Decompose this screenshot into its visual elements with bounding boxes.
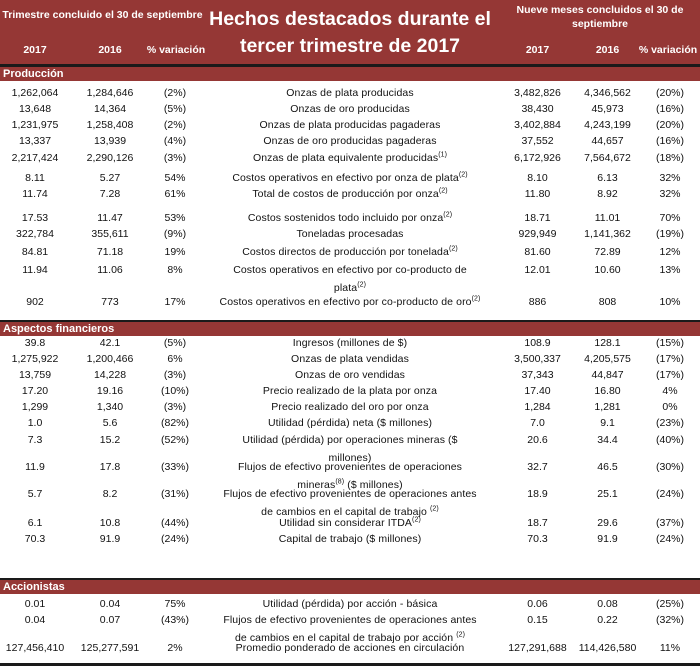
cell-quarter-change: (3%) <box>163 401 187 413</box>
footnote-ref: (2) <box>357 281 367 289</box>
cell-nine-months-change: 0% <box>662 401 678 413</box>
cell-metric-label <box>200 295 500 310</box>
cell-metric-label <box>200 400 500 415</box>
footnote-ref: (2) <box>412 516 421 524</box>
cell-quarter-change: (3%) <box>163 152 187 164</box>
cell-nine-months-change: (16%) <box>655 103 684 115</box>
cell-nine-months-2016: 7,564,672 <box>584 152 631 164</box>
cell-quarter-2016: 13,939 <box>93 135 127 147</box>
cell-quarter-2016: 15.2 <box>99 434 121 446</box>
footnote-ref: (2) <box>438 187 448 195</box>
cell-quarter-2016: 5.6 <box>102 417 118 429</box>
col-header-q-change: % variación <box>146 44 206 56</box>
cell-quarter-2016: 0.07 <box>99 614 121 626</box>
cell-nine-months-2016: 9.1 <box>600 417 615 429</box>
metric-label-text-continued: mineras <box>297 479 336 491</box>
cell-nine-months-change: 4% <box>662 385 678 397</box>
cell-quarter-2017: 1,231,975 <box>11 119 59 131</box>
footnote-ref: (2) <box>443 211 453 219</box>
metric-label-text: Costos operativos en efectivo por co-producto de <box>233 264 467 276</box>
cell-nine-months-2016: 44,847 <box>591 369 624 381</box>
metric-label-text: Onzas de plata vendidas <box>291 353 409 365</box>
cell-quarter-2017: 0.01 <box>24 598 46 610</box>
cell-quarter-change: (3%) <box>163 369 187 381</box>
footnote-ref: (2) <box>471 295 481 303</box>
cell-quarter-change: 75% <box>164 598 186 610</box>
metric-label-text: Precio realizado del oro por onza <box>271 401 429 413</box>
cell-quarter-2016: 2,290,126 <box>86 152 134 164</box>
cell-quarter-2017: 6.1 <box>27 517 43 529</box>
cell-nine-months-2017: 11.80 <box>524 188 551 200</box>
cell-nine-months-2016: 44,657 <box>591 135 624 147</box>
cell-quarter-change: (33%) <box>160 461 189 473</box>
cell-quarter-change: (10%) <box>160 385 189 397</box>
cell-quarter-2016: 125,277,591 <box>80 642 140 654</box>
cell-metric-label <box>200 352 500 367</box>
section-title: Aspectos financieros <box>3 323 115 335</box>
cell-nine-months-2017: 38,430 <box>521 103 554 115</box>
cell-quarter-change: (2%) <box>163 119 187 131</box>
cell-nine-months-change: (17%) <box>655 353 684 365</box>
cell-metric-label <box>200 336 500 351</box>
metric-label-text: Onzas de oro vendidas <box>294 369 406 381</box>
metric-label-text: Onzas de oro producidas <box>290 103 410 115</box>
cell-nine-months-2017: 37,552 <box>521 135 554 147</box>
cell-metric-label <box>200 532 500 547</box>
cell-metric-label <box>200 245 500 260</box>
cell-quarter-2016: 0.04 <box>99 598 121 610</box>
cell-quarter-2016: 91.9 <box>99 533 121 545</box>
cell-quarter-2017: 13,759 <box>18 369 52 381</box>
cell-quarter-2017: 8.11 <box>25 172 45 184</box>
cell-nine-months-2017: 7.0 <box>530 417 545 429</box>
cell-quarter-2017: 39.8 <box>24 337 46 349</box>
cell-nine-months-change: (16%) <box>655 135 684 147</box>
page-title-line2: tercer trimestre de 2017 <box>239 35 461 57</box>
cell-nine-months-change: (20%) <box>655 87 684 99</box>
section-financial-header <box>0 320 700 336</box>
cell-nine-months-2016: 4,243,199 <box>584 119 631 131</box>
metric-label-text: Costos directos de producción por tonelada <box>242 246 449 258</box>
cell-nine-months-2016: 808 <box>598 296 617 308</box>
footnote-ref: (2) <box>429 505 439 513</box>
cell-quarter-2017: 902 <box>26 296 44 308</box>
cell-nine-months-2017: 3,482,826 <box>514 87 561 99</box>
cell-quarter-change: 8% <box>167 264 183 276</box>
cell-nine-months-2017: 81.60 <box>524 246 551 258</box>
cell-nine-months-2016: 10.60 <box>594 264 621 276</box>
cell-quarter-change: (52%) <box>160 434 189 446</box>
cell-quarter-2017: 1,262,064 <box>11 87 59 99</box>
cell-quarter-2017: 70.3 <box>24 533 46 545</box>
cell-quarter-2016: 11.47 <box>97 212 123 224</box>
cell-metric-label <box>200 597 500 612</box>
cell-quarter-change: (5%) <box>163 103 187 115</box>
cell-nine-months-2016: 0.22 <box>597 614 618 626</box>
cell-quarter-2016: 1,258,408 <box>86 119 134 131</box>
metric-label-text: Utilidad (pérdida) por operaciones mineras ($ <box>242 434 458 446</box>
metric-label-text: Onzas de plata producidas pagaderas <box>259 119 441 131</box>
cell-quarter-2017: 13,648 <box>18 103 52 115</box>
cell-quarter-2017: 1,299 <box>21 401 49 413</box>
cell-quarter-2016: 5.27 <box>99 172 121 184</box>
metric-label-text: Total de costos de producción por onza <box>252 188 439 200</box>
cell-quarter-2017: 7.3 <box>27 434 43 446</box>
cell-metric-label <box>200 227 500 242</box>
cell-quarter-2016: 355,611 <box>91 228 129 240</box>
cell-nine-months-change: (17%) <box>655 369 684 381</box>
cell-quarter-change: (9%) <box>163 228 187 240</box>
cell-nine-months-change: (40%) <box>655 434 684 446</box>
section-title: Producción <box>3 68 64 80</box>
cell-quarter-2017: 11.94 <box>22 264 48 276</box>
cell-nine-months-change: 11% <box>659 642 681 654</box>
metric-label-text: Ingresos (millones de $) <box>292 337 408 349</box>
section-production-header <box>0 65 700 81</box>
cell-nine-months-2017: 20.6 <box>527 434 548 446</box>
cell-nine-months-2016: 11.01 <box>594 212 621 224</box>
cell-metric-label <box>200 384 500 399</box>
col-header-n2017: 2017 <box>525 44 550 56</box>
cell-nine-months-2017: 3,402,884 <box>514 119 561 131</box>
cell-quarter-change: (44%) <box>160 517 189 529</box>
cell-nine-months-2017: 3,500,337 <box>514 353 561 365</box>
footnote-ref: (2) <box>458 171 468 179</box>
cell-nine-months-2017: 12.01 <box>524 264 551 276</box>
cell-quarter-2017: 17.53 <box>21 212 49 224</box>
cell-nine-months-change: 10% <box>659 296 681 308</box>
cell-quarter-2017: 84.81 <box>21 246 49 258</box>
cell-quarter-2016: 42.1 <box>99 337 121 349</box>
cell-nine-months-2016: 128.1 <box>594 337 621 349</box>
cell-quarter-2016: 14,364 <box>93 103 127 115</box>
cell-quarter-change: (5%) <box>163 337 187 349</box>
cell-metric-label <box>200 118 500 133</box>
cell-nine-months-2017: 18.9 <box>527 488 548 500</box>
cell-quarter-2016: 773 <box>101 296 119 308</box>
cell-nine-months-change: 70% <box>659 212 681 224</box>
cell-nine-months-2016: 72.89 <box>594 246 621 258</box>
cell-quarter-change: (82%) <box>160 417 189 429</box>
footnote-ref: (8) <box>335 478 345 486</box>
cell-nine-months-change: (30%) <box>655 461 684 473</box>
cell-quarter-change: (2%) <box>163 87 187 99</box>
metric-label-text: Capital de trabajo ($ millones) <box>278 533 422 545</box>
cell-nine-months-2016: 4,346,562 <box>584 87 631 99</box>
cell-nine-months-2017: 37,343 <box>521 369 554 381</box>
metric-label-text: Costos operativos en efectivo por co-producto de oro <box>219 296 472 308</box>
metric-label-text-continued: de cambios en el capital de trabajo por acción <box>234 632 457 644</box>
cell-nine-months-change: (24%) <box>655 533 684 545</box>
cell-nine-months-change: (25%) <box>655 598 684 610</box>
cell-nine-months-2017: 32.7 <box>527 461 548 473</box>
metric-label-text: Onzas de plata equivalente producidas <box>252 152 439 164</box>
cell-quarter-2016: 14,228 <box>93 369 127 381</box>
cell-nine-months-2016: 1,281 <box>594 401 621 413</box>
cell-quarter-2017: 322,784 <box>16 228 54 240</box>
cell-quarter-2017: 0.04 <box>24 614 46 626</box>
footnote-ref: (2) <box>456 631 466 639</box>
cell-quarter-2016: 7.28 <box>99 188 121 200</box>
cell-quarter-change: 6% <box>167 353 183 365</box>
metric-label-text: Flujos de efectivo provenientes de operaciones antes <box>223 614 477 626</box>
metric-label-text-continued: plata <box>333 282 358 294</box>
metric-label-text: Precio realizado de la plata por onza <box>262 385 438 397</box>
cell-nine-months-2016: 16.80 <box>594 385 621 397</box>
cell-nine-months-2016: 8.92 <box>597 188 618 200</box>
cell-nine-months-2017: 0.15 <box>527 614 548 626</box>
cell-quarter-change: (43%) <box>160 614 189 626</box>
metric-label-text: Flujos de efectivo provenientes de operaciones <box>237 461 463 473</box>
section-shareholders-header <box>0 578 700 594</box>
cell-nine-months-2017: 8.10 <box>527 172 548 184</box>
cell-nine-months-change: (24%) <box>655 488 684 500</box>
metric-label-text: Utilidad (pérdida) por acción - básica <box>262 598 438 610</box>
cell-nine-months-2016: 0.08 <box>597 598 618 610</box>
cell-quarter-2017: 2,217,424 <box>11 152 59 164</box>
cell-nine-months-2016: 6.13 <box>597 172 618 184</box>
cell-quarter-change: 17% <box>164 296 186 308</box>
table-header <box>0 0 700 66</box>
cell-metric-label <box>200 368 500 383</box>
section-title: Accionistas <box>3 581 65 593</box>
cell-metric-label <box>200 263 500 296</box>
cell-metric-label <box>200 102 500 117</box>
metric-label-text-suffix: ($ millones) <box>344 479 403 491</box>
metric-label-text: Utilidad sin considerar ITDA <box>279 517 413 529</box>
cell-nine-months-change: (37%) <box>655 517 684 529</box>
cell-nine-months-change: 13% <box>659 264 681 276</box>
cell-nine-months-2016: 1,141,362 <box>584 228 631 240</box>
cell-nine-months-2017: 929,949 <box>518 228 557 240</box>
cell-quarter-2016: 1,200,466 <box>86 353 134 365</box>
cell-nine-months-2017: 18.71 <box>524 212 551 224</box>
cell-nine-months-change: (32%) <box>655 614 684 626</box>
metric-label-text: Promedio ponderado de acciones en circulación <box>235 642 465 654</box>
cell-quarter-change: 61% <box>164 188 186 200</box>
cell-nine-months-change: (20%) <box>655 119 684 131</box>
col-header-n2016: 2016 <box>595 44 620 56</box>
cell-quarter-2016: 19.16 <box>96 385 124 397</box>
cell-nine-months-2016: 46.5 <box>597 461 618 473</box>
cell-quarter-2017: 11.74 <box>22 188 48 200</box>
cell-quarter-2016: 17.8 <box>99 461 121 473</box>
cell-nine-months-2016: 4,205,575 <box>584 353 631 365</box>
metric-label-text: Costos sostenidos todo incluido por onza <box>247 212 444 224</box>
cell-nine-months-2016: 34.4 <box>597 434 618 446</box>
cell-quarter-2017: 1.0 <box>27 417 43 429</box>
cell-metric-label <box>200 86 500 101</box>
cell-nine-months-2016: 114,426,580 <box>578 642 637 654</box>
cell-nine-months-2016: 29.6 <box>597 517 618 529</box>
cell-quarter-change: (31%) <box>160 488 189 500</box>
metric-label-text-continued: millones) <box>328 452 372 464</box>
page-title-line1: Hechos destacados durante el <box>209 8 491 30</box>
metric-label-text: Utilidad (pérdida) neta ($ millones) <box>267 417 433 429</box>
cell-quarter-2016: 8.2 <box>102 488 118 500</box>
cell-nine-months-change: 32% <box>659 188 681 200</box>
cell-nine-months-2017: 108.9 <box>524 337 551 349</box>
cell-metric-label <box>200 151 500 166</box>
cell-nine-months-2017: 0.06 <box>527 598 548 610</box>
cell-metric-label <box>200 416 500 431</box>
cell-nine-months-2016: 25.1 <box>597 488 618 500</box>
cell-quarter-2016: 1,340 <box>96 401 124 413</box>
cell-quarter-change: 2% <box>167 642 183 654</box>
col-header-n-change: % variación <box>638 44 698 56</box>
col-header-q2017: 2017 <box>23 44 47 56</box>
cell-nine-months-change: (18%) <box>655 152 684 164</box>
cell-metric-label <box>200 171 500 186</box>
cell-nine-months-change: 12% <box>659 246 681 258</box>
page-title <box>205 6 495 60</box>
cell-quarter-change: (4%) <box>163 135 187 147</box>
cell-quarter-2016: 11.06 <box>97 264 123 276</box>
footnote-ref: (1) <box>438 151 448 159</box>
cell-quarter-2016: 71.18 <box>96 246 124 258</box>
cell-metric-label <box>200 134 500 149</box>
cell-metric-label <box>200 516 500 531</box>
col-header-q2016: 2016 <box>98 44 122 56</box>
metric-label-text: Flujos de efectivo provenientes de operaciones antes <box>223 488 477 500</box>
cell-nine-months-2017: 6,172,926 <box>514 152 561 164</box>
cell-metric-label <box>200 187 500 202</box>
cell-quarter-2017: 17.20 <box>21 385 49 397</box>
cell-nine-months-2017: 70.3 <box>527 533 548 545</box>
cell-nine-months-change: (23%) <box>655 417 684 429</box>
cell-quarter-2016: 1,284,646 <box>86 87 134 99</box>
cell-quarter-2017: 127,456,410 <box>5 642 65 654</box>
metric-label-text: Onzas de plata producidas <box>286 87 414 99</box>
cell-quarter-2016: 10.8 <box>99 517 121 529</box>
cell-nine-months-2017: 1,284 <box>524 401 551 413</box>
cell-nine-months-change: (19%) <box>655 228 684 240</box>
cell-metric-label <box>200 641 500 656</box>
cell-nine-months-2016: 45,973 <box>591 103 624 115</box>
metric-label-text: Costos operativos en efectivo por onza de plata <box>232 172 459 184</box>
cell-quarter-2017: 5.7 <box>27 488 43 500</box>
cell-nine-months-2016: 91.9 <box>597 533 618 545</box>
metric-label-text: Onzas de oro producidas pagaderas <box>263 135 437 147</box>
cell-nine-months-change: 32% <box>659 172 681 184</box>
quarter-period-title: Trimestre concluido el 30 de septiembre <box>2 9 203 21</box>
cell-quarter-change: 53% <box>164 212 186 224</box>
cell-quarter-2017: 13,337 <box>18 135 52 147</box>
cell-quarter-2017: 1,275,922 <box>11 353 59 365</box>
cell-quarter-change: 19% <box>164 246 186 258</box>
footnote-ref: (2) <box>448 245 458 253</box>
nine-months-period-title: Nueve meses concluidos el 30 de septiembre <box>516 4 684 30</box>
cell-metric-label <box>200 211 500 226</box>
cell-quarter-change: 54% <box>164 172 186 184</box>
cell-nine-months-2017: 886 <box>528 296 547 308</box>
metric-label-text-continued: de cambios en el capital de trabajo <box>261 506 430 518</box>
cell-nine-months-2017: 127,291,688 <box>508 642 567 654</box>
cell-nine-months-2017: 18.7 <box>527 517 548 529</box>
cell-nine-months-change: (15%) <box>655 337 684 349</box>
cell-quarter-2017: 11.9 <box>25 461 45 473</box>
cell-quarter-change: (24%) <box>160 533 189 545</box>
metric-label-text: Toneladas procesadas <box>296 228 404 240</box>
cell-nine-months-2017: 17.40 <box>524 385 551 397</box>
